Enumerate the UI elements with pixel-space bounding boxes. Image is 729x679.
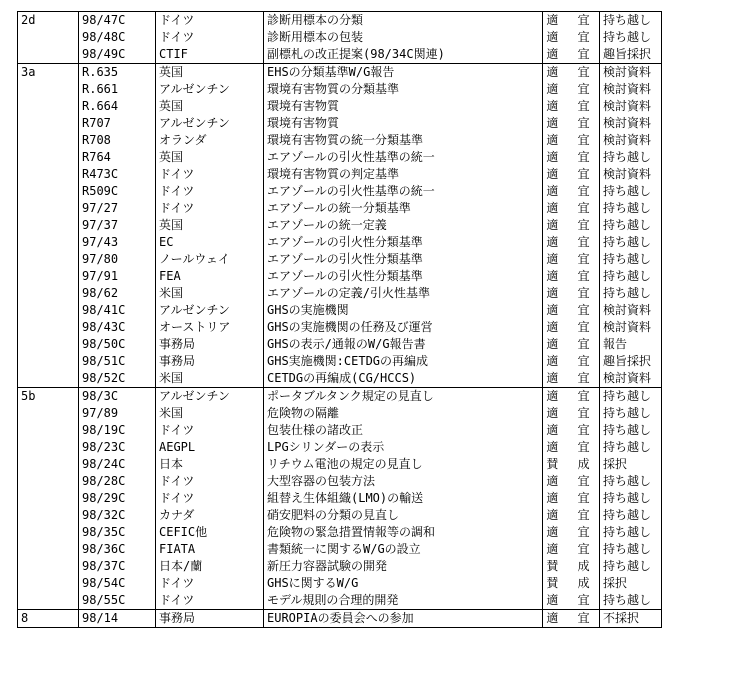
table-row: [18, 81, 662, 98]
document-number-cell: R.661: [79, 81, 156, 98]
table-row: [18, 456, 662, 473]
table-row: [18, 592, 662, 610]
table-row: [18, 200, 662, 217]
section-cell: 5b: [18, 388, 79, 610]
title-cell: エアゾールの引火性分類基準: [264, 251, 528, 268]
source-cell: 米国: [156, 370, 264, 388]
source-cell: CEFIC他: [156, 524, 264, 541]
spacer-cell: [528, 29, 543, 46]
result-cell: 採択: [600, 575, 662, 592]
agenda-table: [17, 11, 662, 628]
result-cell: 検討資料: [600, 98, 662, 115]
source-cell: アルゼンチン: [156, 81, 264, 98]
evaluation-cell: 適 宜: [543, 12, 600, 30]
title-cell: EUROPIAの委員会への参加: [264, 610, 528, 628]
result-cell: 検討資料: [600, 166, 662, 183]
table-row: [18, 12, 662, 30]
source-cell: アルゼンチン: [156, 302, 264, 319]
title-cell: 診断用標本の分類: [264, 12, 528, 30]
document-number-cell: 98/14: [79, 610, 156, 628]
result-cell: 不採択: [600, 610, 662, 628]
spacer-cell: [528, 285, 543, 302]
result-cell: 持ち越し: [600, 524, 662, 541]
source-cell: 日本/蘭: [156, 558, 264, 575]
spacer-cell: [528, 575, 543, 592]
result-cell: 検討資料: [600, 132, 662, 149]
document-number-cell: 98/35C: [79, 524, 156, 541]
evaluation-cell: 適 宜: [543, 336, 600, 353]
title-cell: ポータブルタンク規定の見直し: [264, 388, 528, 406]
title-cell: エアゾールの定義/引火性基準: [264, 285, 528, 302]
evaluation-cell: 適 宜: [543, 507, 600, 524]
document-number-cell: 97/89: [79, 405, 156, 422]
document-number-cell: 98/28C: [79, 473, 156, 490]
result-cell: 持ち越し: [600, 234, 662, 251]
spacer-cell: [528, 353, 543, 370]
document-number-cell: 98/19C: [79, 422, 156, 439]
title-cell: エアゾールの統一定義: [264, 217, 528, 234]
result-cell: 検討資料: [600, 370, 662, 388]
title-cell: 診断用標本の包装: [264, 29, 528, 46]
document-number-cell: R707: [79, 115, 156, 132]
result-cell: 持ち越し: [600, 405, 662, 422]
spacer-cell: [528, 234, 543, 251]
result-cell: 検討資料: [600, 115, 662, 132]
section-cell: 8: [18, 610, 79, 628]
title-cell: 組替え生体組織(LMO)の輸送: [264, 490, 528, 507]
title-cell: 環境有害物質の判定基準: [264, 166, 528, 183]
source-cell: オーストリア: [156, 319, 264, 336]
title-cell: 危険物の緊急措置情報等の調和: [264, 524, 528, 541]
source-cell: ドイツ: [156, 166, 264, 183]
document-number-cell: 98/62: [79, 285, 156, 302]
title-cell: 環境有害物質: [264, 115, 528, 132]
evaluation-cell: 適 宜: [543, 439, 600, 456]
document-number-cell: 98/48C: [79, 29, 156, 46]
source-cell: 英国: [156, 64, 264, 82]
evaluation-cell: 適 宜: [543, 370, 600, 388]
spacer-cell: [528, 336, 543, 353]
source-cell: ドイツ: [156, 575, 264, 592]
title-cell: エアゾールの引火性分類基準: [264, 234, 528, 251]
source-cell: FEA: [156, 268, 264, 285]
evaluation-cell: 適 宜: [543, 422, 600, 439]
document-number-cell: 97/91: [79, 268, 156, 285]
result-cell: 持ち越し: [600, 251, 662, 268]
table-row: [18, 251, 662, 268]
result-cell: 持ち越し: [600, 12, 662, 30]
source-cell: ドイツ: [156, 422, 264, 439]
result-cell: 検討資料: [600, 319, 662, 336]
evaluation-cell: 適 宜: [543, 29, 600, 46]
spacer-cell: [528, 558, 543, 575]
spacer-cell: [528, 149, 543, 166]
result-cell: 持ち越し: [600, 268, 662, 285]
agenda-table-body: [18, 12, 662, 628]
evaluation-cell: 適 宜: [543, 81, 600, 98]
spacer-cell: [528, 524, 543, 541]
source-cell: オランダ: [156, 132, 264, 149]
result-cell: 持ち越し: [600, 473, 662, 490]
spacer-cell: [528, 81, 543, 98]
spacer-cell: [528, 507, 543, 524]
evaluation-cell: 適 宜: [543, 592, 600, 610]
table-row: [18, 473, 662, 490]
evaluation-cell: 適 宜: [543, 234, 600, 251]
table-row: [18, 319, 662, 336]
title-cell: 大型容器の包装方法: [264, 473, 528, 490]
result-cell: 持ち越し: [600, 422, 662, 439]
spacer-cell: [528, 370, 543, 388]
evaluation-cell: 賛 成: [543, 575, 600, 592]
evaluation-cell: 適 宜: [543, 200, 600, 217]
title-cell: 包装仕様の諸改正: [264, 422, 528, 439]
title-cell: 危険物の隔離: [264, 405, 528, 422]
source-cell: カナダ: [156, 507, 264, 524]
source-cell: ドイツ: [156, 200, 264, 217]
evaluation-cell: 適 宜: [543, 46, 600, 64]
spacer-cell: [528, 217, 543, 234]
spacer-cell: [528, 388, 543, 406]
table-row: [18, 98, 662, 115]
document-number-cell: 98/24C: [79, 456, 156, 473]
document-number-cell: 98/43C: [79, 319, 156, 336]
result-cell: 検討資料: [600, 64, 662, 82]
evaluation-cell: 適 宜: [543, 473, 600, 490]
evaluation-cell: 適 宜: [543, 268, 600, 285]
document-number-cell: 98/55C: [79, 592, 156, 610]
table-row: [18, 610, 662, 628]
spacer-cell: [528, 200, 543, 217]
source-cell: 日本: [156, 456, 264, 473]
spacer-cell: [528, 456, 543, 473]
source-cell: ドイツ: [156, 592, 264, 610]
table-row: [18, 353, 662, 370]
evaluation-cell: 適 宜: [543, 183, 600, 200]
title-cell: エアゾールの引火性基準の統一: [264, 149, 528, 166]
evaluation-cell: 適 宜: [543, 353, 600, 370]
document-number-cell: 98/47C: [79, 12, 156, 30]
result-cell: 趣旨採択: [600, 46, 662, 64]
table-row: [18, 132, 662, 149]
evaluation-cell: 適 宜: [543, 217, 600, 234]
title-cell: エアゾールの統一分類基準: [264, 200, 528, 217]
source-cell: アルゼンチン: [156, 388, 264, 406]
title-cell: エアゾールの引火性分類基準: [264, 268, 528, 285]
evaluation-cell: 適 宜: [543, 251, 600, 268]
result-cell: 持ち越し: [600, 149, 662, 166]
result-cell: 持ち越し: [600, 507, 662, 524]
table-row: [18, 302, 662, 319]
spacer-cell: [528, 439, 543, 456]
table-row: [18, 217, 662, 234]
title-cell: 環境有害物質の分類基準: [264, 81, 528, 98]
source-cell: EC: [156, 234, 264, 251]
spacer-cell: [528, 132, 543, 149]
spacer-cell: [528, 251, 543, 268]
evaluation-cell: 適 宜: [543, 524, 600, 541]
spacer-cell: [528, 268, 543, 285]
title-cell: CETDGの再編成(CG/HCCS): [264, 370, 528, 388]
evaluation-cell: 適 宜: [543, 98, 600, 115]
table-row: [18, 405, 662, 422]
table-row: [18, 166, 662, 183]
table-row: [18, 64, 662, 82]
result-cell: 持ち越し: [600, 183, 662, 200]
document-number-cell: 98/50C: [79, 336, 156, 353]
section-cell: 2d: [18, 12, 79, 64]
spacer-cell: [528, 46, 543, 64]
document-number-cell: R.664: [79, 98, 156, 115]
evaluation-cell: 適 宜: [543, 302, 600, 319]
source-cell: ドイツ: [156, 12, 264, 30]
spacer-cell: [528, 473, 543, 490]
spacer-cell: [528, 319, 543, 336]
table-row: [18, 234, 662, 251]
spacer-cell: [528, 12, 543, 30]
spacer-cell: [528, 592, 543, 610]
table-row: [18, 558, 662, 575]
title-cell: LPGシリンダーの表示: [264, 439, 528, 456]
evaluation-cell: 適 宜: [543, 319, 600, 336]
table-row: [18, 507, 662, 524]
source-cell: 事務局: [156, 353, 264, 370]
table-row: [18, 268, 662, 285]
document-number-cell: 98/37C: [79, 558, 156, 575]
title-cell: モデル規則の合理的開発: [264, 592, 528, 610]
source-cell: ドイツ: [156, 490, 264, 507]
title-cell: GHSの実施機関の任務及び運営: [264, 319, 528, 336]
document-number-cell: 97/43: [79, 234, 156, 251]
source-cell: 英国: [156, 149, 264, 166]
document-number-cell: 98/32C: [79, 507, 156, 524]
result-cell: 報告: [600, 336, 662, 353]
result-cell: 趣旨採択: [600, 353, 662, 370]
document-number-cell: 98/3C: [79, 388, 156, 406]
spacer-cell: [528, 302, 543, 319]
document-number-cell: 98/51C: [79, 353, 156, 370]
title-cell: GHSの表示/通報のW/G報告書: [264, 336, 528, 353]
result-cell: 持ち越し: [600, 388, 662, 406]
document-number-cell: 98/49C: [79, 46, 156, 64]
table-row: [18, 336, 662, 353]
table-row: [18, 541, 662, 558]
evaluation-cell: 適 宜: [543, 166, 600, 183]
source-cell: ドイツ: [156, 473, 264, 490]
title-cell: GHS実施機関:CETDGの再編成: [264, 353, 528, 370]
title-cell: 硝安肥料の分類の見直し: [264, 507, 528, 524]
document-number-cell: 97/27: [79, 200, 156, 217]
table-row: [18, 370, 662, 388]
title-cell: 環境有害物質の統一分類基準: [264, 132, 528, 149]
evaluation-cell: 適 宜: [543, 388, 600, 406]
table-row: [18, 29, 662, 46]
evaluation-cell: 適 宜: [543, 541, 600, 558]
spacer-cell: [528, 64, 543, 82]
document-number-cell: 98/52C: [79, 370, 156, 388]
source-cell: アルゼンチン: [156, 115, 264, 132]
result-cell: 持ち越し: [600, 592, 662, 610]
document-number-cell: R473C: [79, 166, 156, 183]
evaluation-cell: 適 宜: [543, 132, 600, 149]
table-row: [18, 422, 662, 439]
table-row: [18, 46, 662, 64]
evaluation-cell: 適 宜: [543, 405, 600, 422]
table-row: [18, 149, 662, 166]
source-cell: AEGPL: [156, 439, 264, 456]
spacer-cell: [528, 98, 543, 115]
result-cell: 持ち越し: [600, 490, 662, 507]
result-cell: 持ち越し: [600, 541, 662, 558]
evaluation-cell: 賛 成: [543, 558, 600, 575]
title-cell: 環境有害物質: [264, 98, 528, 115]
document-number-cell: R509C: [79, 183, 156, 200]
spacer-cell: [528, 422, 543, 439]
document-number-cell: 98/54C: [79, 575, 156, 592]
evaluation-cell: 適 宜: [543, 115, 600, 132]
document-number-cell: R.635: [79, 64, 156, 82]
result-cell: 持ち越し: [600, 29, 662, 46]
source-cell: 米国: [156, 285, 264, 302]
table-row: [18, 575, 662, 592]
source-cell: ドイツ: [156, 183, 264, 200]
document-number-cell: R708: [79, 132, 156, 149]
title-cell: エアゾールの引火性基準の統一: [264, 183, 528, 200]
document-number-cell: R764: [79, 149, 156, 166]
table-row: [18, 285, 662, 302]
result-cell: 持ち越し: [600, 439, 662, 456]
title-cell: EHSの分類基準W/G報告: [264, 64, 528, 82]
result-cell: 持ち越し: [600, 217, 662, 234]
title-cell: 副標札の改正提案(98/34C関連): [264, 46, 528, 64]
title-cell: GHSの実施機関: [264, 302, 528, 319]
result-cell: 検討資料: [600, 81, 662, 98]
source-cell: CTIF: [156, 46, 264, 64]
result-cell: 持ち越し: [600, 285, 662, 302]
source-cell: FIATA: [156, 541, 264, 558]
evaluation-cell: 適 宜: [543, 610, 600, 628]
document-number-cell: 98/29C: [79, 490, 156, 507]
document-number-cell: 98/41C: [79, 302, 156, 319]
document-number-cell: 97/80: [79, 251, 156, 268]
table-row: [18, 388, 662, 406]
result-cell: 持ち越し: [600, 558, 662, 575]
title-cell: 新圧力容器試験の開発: [264, 558, 528, 575]
spacer-cell: [528, 490, 543, 507]
evaluation-cell: 賛 成: [543, 456, 600, 473]
result-cell: 検討資料: [600, 302, 662, 319]
evaluation-cell: 適 宜: [543, 490, 600, 507]
source-cell: ノールウェイ: [156, 251, 264, 268]
title-cell: GHSに関するW/G: [264, 575, 528, 592]
result-cell: 採択: [600, 456, 662, 473]
result-cell: 持ち越し: [600, 200, 662, 217]
source-cell: 事務局: [156, 336, 264, 353]
document-number-cell: 97/37: [79, 217, 156, 234]
title-cell: リチウム電池の規定の見直し: [264, 456, 528, 473]
table-row: [18, 183, 662, 200]
spacer-cell: [528, 115, 543, 132]
source-cell: 事務局: [156, 610, 264, 628]
spacer-cell: [528, 183, 543, 200]
spacer-cell: [528, 405, 543, 422]
document-number-cell: 98/36C: [79, 541, 156, 558]
table-row: [18, 115, 662, 132]
source-cell: ドイツ: [156, 29, 264, 46]
table-row: [18, 439, 662, 456]
evaluation-cell: 適 宜: [543, 285, 600, 302]
evaluation-cell: 適 宜: [543, 64, 600, 82]
source-cell: 英国: [156, 98, 264, 115]
spacer-cell: [528, 166, 543, 183]
table-row: [18, 490, 662, 507]
table-row: [18, 524, 662, 541]
evaluation-cell: 適 宜: [543, 149, 600, 166]
title-cell: 書類統一に関するW/Gの設立: [264, 541, 528, 558]
section-cell: 3a: [18, 64, 79, 388]
source-cell: 英国: [156, 217, 264, 234]
document-number-cell: 98/23C: [79, 439, 156, 456]
source-cell: 米国: [156, 405, 264, 422]
spacer-cell: [528, 541, 543, 558]
spacer-cell: [528, 610, 543, 628]
